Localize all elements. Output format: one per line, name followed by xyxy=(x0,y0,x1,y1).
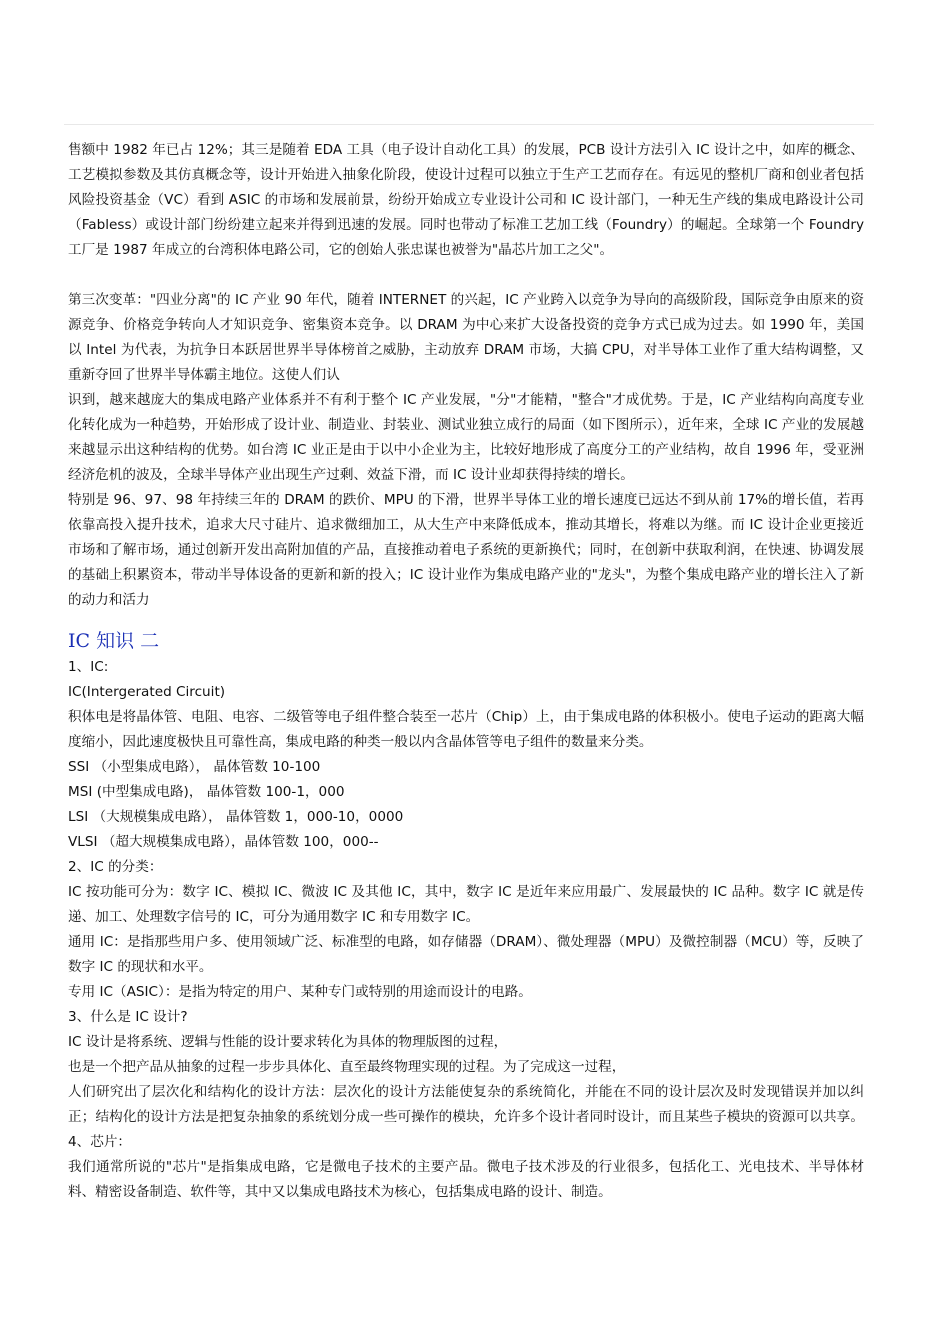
paragraph-industry-structure: 识到，越来越庞大的集成电路产业体系并不有利于整个 IC 产业发展，"分"才能精，"整合"才成优势。于是，IC 产业结构向高度专业化转化成为一种趋势，开始形成了设计业、制造业、封装业、测试业独立成行的局面（如下图所示），近年来，全球 IC 产业的发展越来越显示出这种结构的优势。如台湾 IC 业正是由于以中小企业为主，比较好地形成了高度分工的产业结构，故自 1996 年，受亚洲经济危机的波及，全球半导体产业出现生产过剩、效益下滑，而 IC 设计业却获得持续的增长。 xyxy=(68,392,864,483)
paragraph-design-methods: 人们研究出了层次化和结构化的设计方法：层次化的设计方法能使复杂的系统简化，并能在不同的设计层次及时发现错误并加以纠正；结构化的设计方法是把复杂抽象的系统划分成一些可操作的模块，允许多个设计者同时设计，而且某些子模块的资源可以共享。4、芯片： xyxy=(68,1084,864,1150)
ic-class-vlsi: VLSI （超大规模集成电路），晶体管数 100，000-- xyxy=(68,834,379,850)
section-gap xyxy=(68,613,864,627)
document-body xyxy=(68,138,864,1205)
paragraph-design-industry-growth: 特别是 96、97、98 年持续三年的 DRAM 的跌价、MPU 的下滑，世界半导体工业的增长速度已远达不到从前 17%的增长值，若再依靠高投入提升技术，追求大尺寸硅片、追求微细加工，从大生产中来降低成本，推动其增长，将难以为继。而 IC 设计企业更接近市场和了解市场，通过创新开发出高附加值的产品，直接推动着电子系统的更新换代；同时，在创新中获取利润，在快速、协调发展的基础上积累资本，带动半导体设备的更新和新的投入；IC 设计业作为集成电路产业的"龙头"，为整个集成电路产业的增长注入了新的动力和活力 xyxy=(68,492,864,608)
paragraph-general-ic: 通用 IC：是指那些用户多、使用领域广泛、标准型的电路，如存储器（DRAM）、微处理器（MPU）及微控制器（MCU）等，反映了数字 IC 的现状和水平。 xyxy=(68,934,864,975)
header-divider xyxy=(64,124,874,125)
ic-full-name: IC(Intergerated Circuit) xyxy=(68,684,226,700)
paragraph-ic-design-2: 也是一个把产品从抽象的过程一步步具体化、直至最终物理实现的过程。为了完成这一过程， xyxy=(68,1059,626,1075)
paragraph-ic-design-1: IC 设计是将系统、逻辑与性能的设计要求转化为具体的物理版图的过程， xyxy=(68,1034,508,1050)
subsection-title-ic-design: 3、什么是 IC 设计? xyxy=(68,1009,188,1025)
section-heading: IC 知识 二 xyxy=(68,630,160,652)
paragraph-ic-history-second-change: 售额中 1982 年已占 12%；其三是随着 EDA 工具（电子设计自动化工具）的发展，PCB 设计方法引入 IC 设计之中，如库的概念、工艺模拟参数及其仿真概念等，设计开始进入抽象化阶段，使设计过程可以独立于生产工艺而存在。有远见的整机厂商和创业者包括风险投资基金（VC）看到 ASIC 的市场和发展前景，纷纷开始成立专业设计公司和 IC 设计部门，一种无生产线的集成电路设计公司（Fabless）或设计部门纷纷建立起来并得到迅速的发展。同时也带动了标准工艺加工线（Foundry）的崛起。全球第一个 Foundry 工厂是 1987 年成立的台湾积体电路公司，它的创始人张忠谋也被誉为"晶芯片加工之父"。 xyxy=(68,142,864,258)
paragraph-chip: 我们通常所说的"芯片"是指集成电路，它是微电子技术的主要产品。微电子技术涉及的行业很多，包括化工、光电技术、半导体材料、精密设备制造、软件等，其中又以集成电路技术为核心，包括集成电路的设计、制造。 xyxy=(68,1159,864,1200)
paragraph-ic-by-function: IC 按功能可分为：数字 IC、模拟 IC、微波 IC 及其他 IC，其中，数字 IC 是近年来应用最广、发展最快的 IC 品种。数字 IC 就是传递、加工、处理数字信号的 IC，可分为通用数字 IC 和专用数字 IC。 xyxy=(68,884,864,925)
ic-class-msi: MSI (中型集成电路)， 晶体管数 100-1，000 xyxy=(68,784,345,800)
paragraph-asic: 专用 IC（ASIC）：是指为特定的用户、某种专门或特别的用途而设计的电路。 xyxy=(68,984,532,1000)
ic-class-ssi: SSI （小型集成电路）， 晶体管数 10-100 xyxy=(68,759,321,775)
subsection-title-classification: 2、IC 的分类： xyxy=(68,859,163,875)
paragraph-ic-definition: 积体电是将晶体管、电阻、电容、二级管等电子组件整合装至一芯片（Chip）上，由于集成电路的体积极小。使电子运动的距离大幅度缩小，因此速度极快且可靠性高，集成电路的种类一般以内含晶体管等电子组件的数量来分类。 xyxy=(68,709,864,750)
paragraph-gap xyxy=(68,263,864,288)
subsection-title-ic: 1、IC: xyxy=(68,659,109,675)
ic-class-lsi: LSI （大规模集成电路）， 晶体管数 1，000-10，0000 xyxy=(68,809,404,825)
paragraph-third-change: 第三次变革："四业分离"的 IC 产业 90 年代，随着 INTERNET 的兴起，IC 产业跨入以竞争为导向的高级阶段，国际竞争由原来的资源竞争、价格竞争转向人才知识竞争、密集资本竞争。以 DRAM 为中心来扩大设备投资的竞争方式已成为过去。如 1990 年，美国以 Intel 为代表，为抗争日本跃居世界半导体榜首之威胁，主动放弃 DRAM 市场，大搞 CPU，对半导体工业作了重大结构调整，又重新夺回了世界半导体霸主地位。这使人们认 xyxy=(68,292,864,383)
